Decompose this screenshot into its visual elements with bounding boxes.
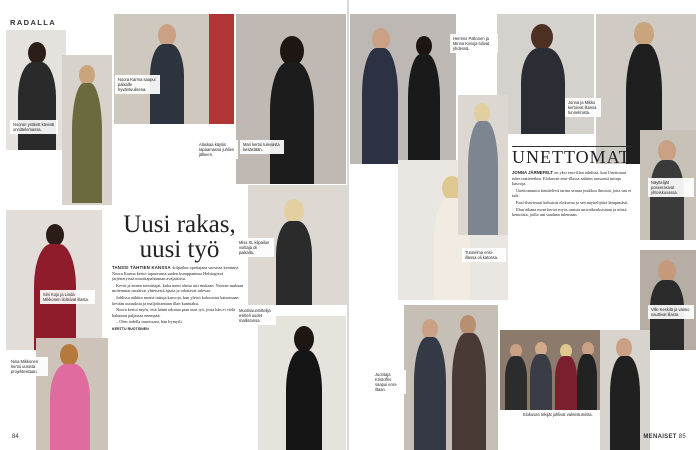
photo-group-shot: [500, 330, 600, 410]
page-number-right: 85: [678, 434, 686, 440]
headline: Uusi rakas, uusi työ: [123, 211, 236, 263]
caption-c4: Mari kertoi tulevasta kesästään.: [240, 140, 284, 154]
caption-c12: Ville Keskilä ja vaimo nauttivat illasta.: [648, 305, 694, 319]
photo-woman-leather: [258, 316, 346, 450]
caption-c13: Näyttelijät poseerasivat yhteiskuvassa.: [648, 178, 694, 197]
caption-c8: Muotisuunnittelija esitteli uudet mallistonsa.: [236, 306, 276, 325]
story-paragraph-5: – Olen todella innoissani, hän hymyili.: [116, 319, 183, 325]
story-unettomat-body: [512, 170, 632, 219]
caption-c11: Jonna ja Mikko kertoivat iltansa tunnelmista.: [565, 98, 601, 117]
story-lead-bold: TANSSI TÄHTIEN KANSSA: [112, 265, 171, 270]
story2-paragraph-3: Ensi-iltavieraat kehuivat elokuvaa ja sen näyttelijöitä lämpimästi.: [516, 199, 629, 205]
story-paragraph-4: Noora kertoi myös, että häntä odottaa pian uusi työ, josta hän ei vielä halunnut paljastaa enempää.: [112, 307, 236, 318]
page-gutter: [347, 0, 349, 450]
photo-woman-black-dress-center: [236, 14, 346, 184]
photo-woman-bottom-right: [600, 330, 650, 450]
story2-paragraph-4: Illan aikana moni kertoi myös omista univaikeuksistaan ja niistä keinoista, joilla uni saadaan tulemaan.: [512, 206, 627, 218]
page-number-left: 84: [12, 434, 19, 440]
story2-paragraph-2: Unettomuutta käsittelevä tarina seuraa joukkoa ihmisiä, joita uni ei tule.: [512, 187, 632, 199]
photo-couple-hemmo: [350, 14, 456, 164]
caption-c1: Nooran ystävät kävivät onnittelemassa.: [10, 120, 58, 134]
section-label: RADALLA: [10, 18, 57, 27]
caption-c5: Sini Kojo ja Linda Mikkonen iloitsivat illasta.: [40, 290, 95, 304]
caption-c14: Juontaja Kristoffer saapui ensi-iltaan.: [372, 370, 406, 394]
story-body: [112, 265, 246, 333]
caption-c2: Noora Karma saapui paikalle hyväntuulisena.: [115, 75, 160, 94]
caption-c6: Miss XL kilpailun voittaja oli paikalla.: [236, 238, 274, 257]
photo-man-suit: [114, 14, 234, 124]
story2-lead-text: on yksi ensi-illan tähdistä, kun Unettomat tulee teattereihin. Elokuvan ensi-illassa nähtiin runsaasti tuttuja kasvoja.: [512, 170, 626, 187]
story2-lead-bold: JONNA JÄRNEFELT: [512, 170, 554, 175]
caption-c7: Nina Mikkonen kertoi uusista projekteistaan.: [8, 357, 48, 376]
photo-woman-pink-top: [36, 338, 108, 450]
headline-unettomat: UNETTOMAT: [512, 147, 631, 167]
story-credit: KERTTU RUOTSINEN: [112, 326, 149, 331]
story-paragraph-3: Juhlissa nähtiin monia tuttuja kasvoja, kun yleisö kokoontui katsomaan kevään uutuuksia ja maljoittamaan illan kunniaksi.: [112, 294, 239, 306]
story-lead-text: -kilpailun opettajana suosiota kerännyt Noora Karma kertoi tapaavansa uuden kumppaninsa Helsingissä järjestetyissä muotitapahtuman avajaisissa.: [112, 265, 239, 282]
page-folio-right: [643, 434, 686, 440]
photo-woman-grey-blazer: [458, 95, 508, 235]
caption-c3: Alaskaa käytiin tapaamassa juhlien jälkeen.: [196, 140, 238, 159]
folio-brand: MENAISET: [643, 434, 677, 440]
photo-woman-red-dress: [6, 210, 102, 350]
caption-c10: Tunnelma ensi-illassa oli katossa.: [462, 248, 506, 262]
caption-c15: Elokuvan tekijät juhlivat valmistumista.: [520, 410, 600, 419]
story-paragraph-2: Kevät ja ennen toimittajat, kuka meni alusta asti mukaan. Nooran mukaan molemmat nauttivat yhteisestä ajasta ja odottavat tulevaa.: [112, 282, 244, 294]
photo-two-men: [404, 305, 498, 450]
photo-woman-gold-dress: [62, 55, 112, 205]
caption-c9: Hemmo Paltonen ja Minna Kivioja tulivat yhdessä.: [450, 34, 498, 53]
